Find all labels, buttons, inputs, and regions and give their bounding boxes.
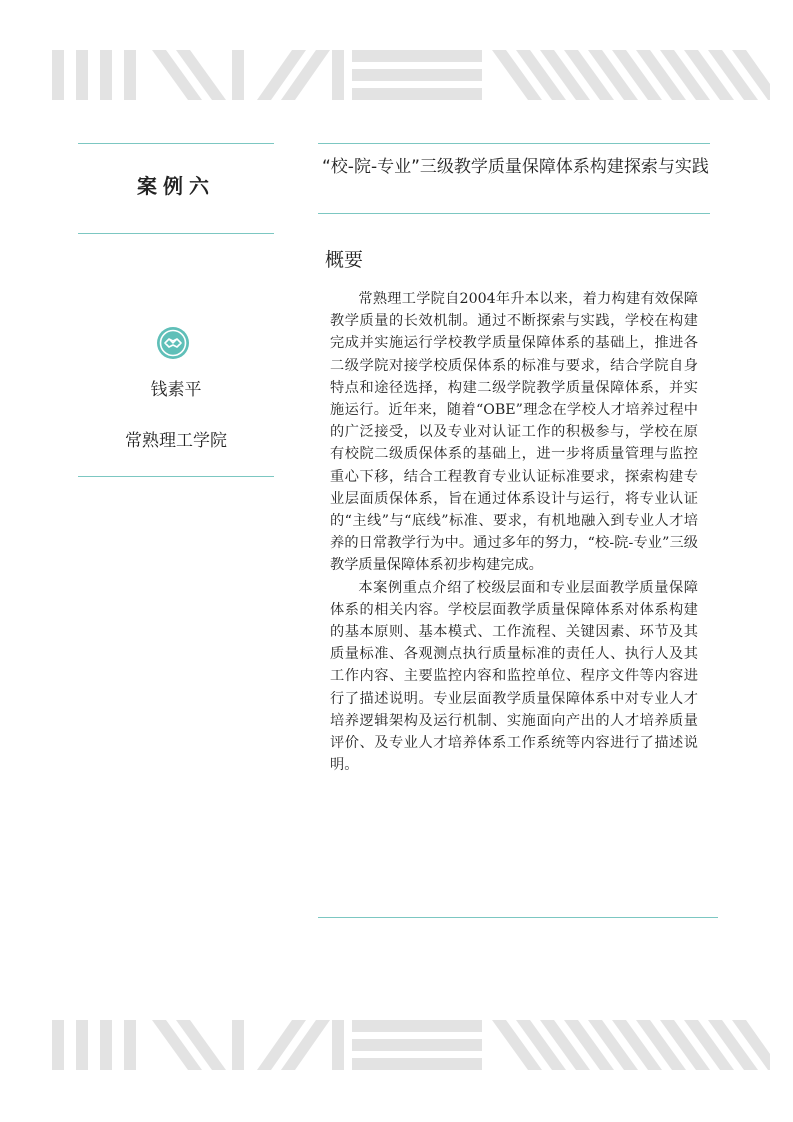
summary-body <box>330 288 698 776</box>
content-bottom-rule <box>318 917 718 918</box>
sidebar-top-rule <box>78 143 274 144</box>
case-main-title: “校-院-专业”三级教学质量保障体系构建探索与实践 <box>322 157 709 177</box>
summary-heading: 概要 <box>325 249 364 271</box>
sidebar-bottom-rule <box>78 476 274 477</box>
summary-paragraph-2: 本案例重点介绍了校级层面和专业层面教学质量保障体系的相关内容。学校层面教学质量保障体系对体系构建的基本原则、基本模式、工作流程、关键因素、环节及其质量标准、各观测点执行质量标准的责任人、执行人及其工作内容、主要监控内容和监控单位、程序文件等内容进行了描述说明。专业层面教学质量保障体系中对专业人才培养逻辑架构及运行机制、实施面向产出的人才培养质量评价、及专业人才培养体系工作系统等内容进行了描述说明。 <box>330 579 698 774</box>
title-bottom-rule <box>318 213 710 214</box>
sidebar-middle-rule <box>78 233 274 234</box>
summary-paragraph-1: 常熟理工学院自2004年升本以来，着力构建有效保障教学质量的长效机制。通过不断探索与实践，学校在构建完成并实施运行学校教学质量保障体系的基础上，推进各二级学院对接学校质保体系的标准与要求，结合学院自身特点和途径选择，构建二级学院教学质量保障体系，并实施运行。近年来，随着“OBE”理念在学校人才培养过程中的广泛接受，以及专业对认证工作的积极参与，学校在原有校院二级质保体系的基础上，进一步将质量管理与监控重心下移，结合工程教育专业认证标准要求，探索构建专业层面质保体系，旨在通过体系设计与运行，将专业认证的“主线”与“底线”标准、要求，有机地融入到专业人才培养的日常教学行为中。通过多年的努力，“校-院-专业”三级教学质量保障体系初步构建完成。 <box>330 291 698 574</box>
top-decorative-band <box>52 50 770 100</box>
bottom-decorative-band <box>52 1020 770 1070</box>
handshake-icon <box>156 326 190 360</box>
author-name: 钱素平 <box>150 380 202 400</box>
case-title: 案例六 <box>137 174 215 198</box>
title-top-rule <box>318 143 710 144</box>
author-organization: 常熟理工学院 <box>125 431 227 451</box>
